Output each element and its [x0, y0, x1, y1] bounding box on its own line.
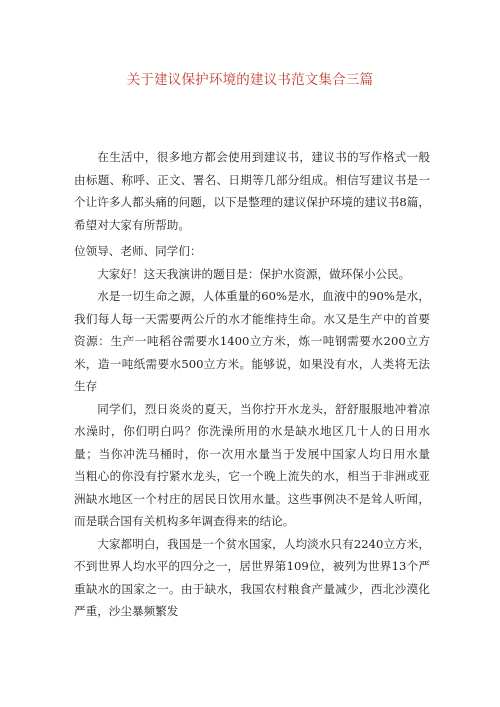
- document-title: 关于建议保护环境的建议书范文集合三篇: [126, 72, 374, 88]
- body-paragraph: 水是一切生命之源，人体重量的60%是水，血液中的90%是水，我们每人每一天需要两公斤的水才能维持生命。水又是生产中的首要资源：生产一吨稻谷需要水1400立方米，炼一吨钢需要水200立方米，造一吨纸需要水500立方米。能够说，如果没有水，人类将无法生存: [74, 289, 430, 393]
- body-paragraph: 大家都明白，我国是一个贫水国家，人均淡水只有2240立方米，不到世界人均水平的四分之一，居世界第109位，被列为世界13个严重缺水的国家之一。由于缺水，我国农村粮食产量减少，西北沙漠化严重，沙尘暴频繁发: [74, 536, 430, 618]
- salutation-line: 位领导、老师、同学们：: [74, 244, 202, 258]
- body-paragraph: 同学们，烈日炎炎的夏天，当你拧开水龙头，舒舒服服地冲着凉水澡时，你们明白吗？你洗澡所用的水是缺水地区几十人的日用水量；当你冲洗马桶时，你一次用水量当于发展中国家人均日用水量 当粗心的你没有拧紧水龙头，它一个晚上流失的水，相当于非洲或亚洲缺水地区一个村庄的居民日饮用水量。这些事例决不是耸人听闻，而是联合国有关机构多年调查得来的结论。: [74, 401, 442, 528]
- document-body: [74, 146, 442, 623]
- intro-paragraph: 在生活中，很多地方都会使用到建议书，建议书的写作格式一般由标题、称呼、正文、署名、日期等几部分组成。相信写建议书是一个让许多人都头痛的问题，以下是整理的建议保护环境的建议书8篇，希望对大家有所帮助。: [74, 150, 430, 232]
- body-paragraph: 大家好！这天我演讲的题目是：保护水资源，做环保小公民。: [97, 266, 411, 281]
